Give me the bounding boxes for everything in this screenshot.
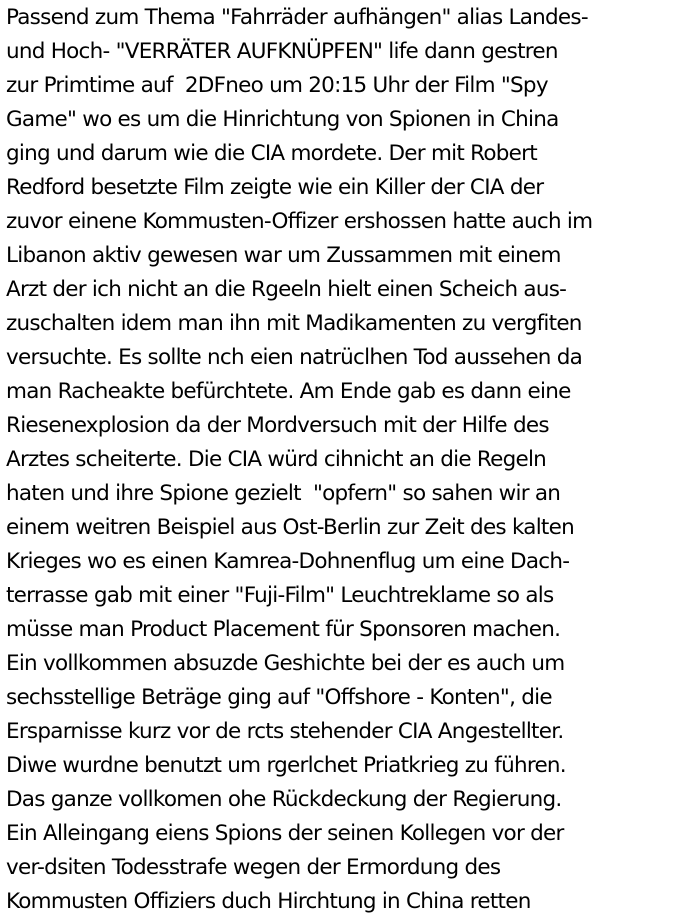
text-line-10: zuschalten idem man ihn mit Madikamenten zu vergfiten xyxy=(6,311,582,336)
text-line-13: Riesenexplosion da der Mordversuch mit der Hilfe des xyxy=(6,413,549,438)
text-line-22: Ersparnisse kurz vor de rcts stehender CIA Angestellter. xyxy=(6,719,564,744)
text-line-4: Game" wo es um die Hinrichtung von Spionen in China xyxy=(6,107,559,132)
text-line-17: Krieges wo es einen Kamrea-Dohnenflug um eine Dach- xyxy=(6,549,570,574)
text-line-24: Das ganze vollkomen ohe Rückdeckung der Regierung. xyxy=(6,787,562,812)
text-line-11: versuchte. Es sollte nch eien natrüclhen Tod aussehen da xyxy=(6,345,583,370)
text-line-12: man Racheakte befürchtete. Am Ende gab es dann eine xyxy=(6,379,571,404)
text-line-7: zuvor einene Kommusten-Offizer ershossen hatte auch im xyxy=(6,209,593,234)
document-text-block xyxy=(6,0,684,919)
text-line-21: sechsstellige Beträge ging auf "Offshore - Konten", die xyxy=(6,685,552,710)
text-line-1: Passend zum Thema "Fahrräder aufhängen" alias Landes- xyxy=(6,5,588,30)
text-line-8: Libanon aktiv gewesen war um Zussammen mit einem xyxy=(6,243,561,268)
text-line-27: Kommusten Offiziers duch Hirchtung in China retten xyxy=(6,889,531,914)
text-line-3: zur Primtime auf 2DFneo um 20:15 Uhr der Film "Spy xyxy=(6,73,548,98)
text-line-23: Diwe wurdne benutzt um rgerlchet Priatkrieg zu führen. xyxy=(6,753,566,778)
text-line-20: Ein vollkommen absuzde Geshichte bei der es auch um xyxy=(6,651,565,676)
text-line-25: Ein Alleingang eiens Spions der seinen Kollegen vor der xyxy=(6,821,564,846)
text-line-2: und Hoch- "VERRÄTER AUFKNÜPFEN" life dann gestren xyxy=(6,39,558,64)
text-line-19: müsse man Product Placement für Sponsoren machen. xyxy=(6,617,561,642)
text-line-15: haten und ihre Spione gezielt "opfern" so sahen wir an xyxy=(6,481,561,506)
text-line-6: Redford besetzte Film zeigte wie ein Killer der CIA der xyxy=(6,175,544,200)
text-line-5: ging und darum wie die CIA mordete. Der mit Robert xyxy=(6,141,537,166)
text-line-9: Arzt der ich nicht an die Rgeeln hielt einen Scheich aus- xyxy=(6,277,567,302)
text-line-18: terrasse gab mit einer "Fuji-Film" Leuchtreklame so als xyxy=(6,583,554,608)
text-line-16: einem weitren Beispiel aus Ost-Berlin zur Zeit des kalten xyxy=(6,515,574,540)
text-line-26: ver-dsiten Todesstrafe wegen der Ermordung des xyxy=(6,855,501,880)
text-line-14: Arztes scheiterte. Die CIA würd cihnicht an die Regeln xyxy=(6,447,547,472)
